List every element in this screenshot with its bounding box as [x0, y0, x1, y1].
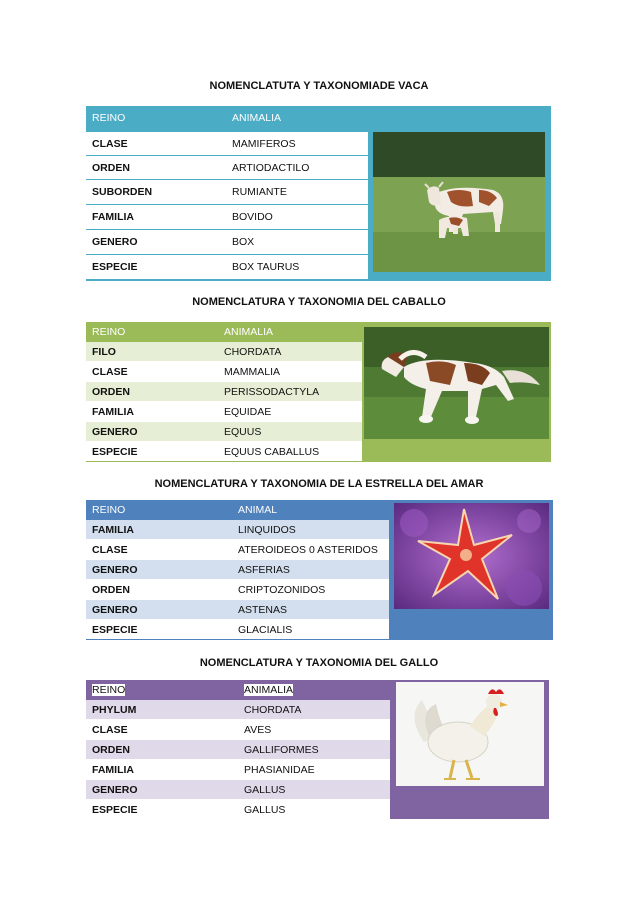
row-label: FAMILIA [92, 211, 134, 223]
table-row [86, 520, 389, 540]
table-row [86, 342, 362, 362]
cow-title: NOMENCLATUTA Y TAXONOMIADE VACA [209, 80, 429, 92]
table-row [86, 700, 390, 720]
row-label: CLASE [92, 723, 128, 736]
table-row [86, 422, 362, 442]
rooster-title: NOMENCLATURA Y TAXONOMIA DEL GALLO [199, 657, 439, 669]
row-label: GENERO [92, 425, 138, 438]
row-value: BOX [232, 236, 255, 248]
table-row [86, 382, 362, 402]
row-value: ASFERIAS [238, 563, 290, 576]
table-row [86, 156, 368, 180]
table-row [86, 255, 368, 279]
table-row [86, 780, 390, 800]
row-value: GALLUS [244, 783, 286, 796]
row-label: ORDEN [92, 583, 130, 596]
table-row [86, 620, 389, 639]
table-row [86, 740, 390, 760]
table-row [86, 720, 390, 740]
row-value: BOX TAURUS [232, 261, 300, 273]
cow-table [86, 106, 551, 281]
horse-header-label: REINO [92, 325, 126, 338]
table-row [86, 402, 362, 422]
table-row [86, 580, 389, 600]
horse-photo [364, 327, 549, 439]
rooster-header-row [86, 680, 390, 699]
row-value: AVES [244, 723, 272, 736]
table-row [86, 362, 362, 382]
horse-table [86, 322, 551, 462]
table-row [86, 540, 389, 560]
row-value: CRIPTOZONIDOS [238, 583, 326, 596]
row-label: SUBORDEN [92, 186, 153, 198]
starfish-photo [394, 503, 549, 609]
table-row [86, 800, 390, 819]
table-row [86, 760, 390, 780]
row-label: FAMILIA [92, 405, 134, 418]
starfish-table [86, 500, 553, 640]
row-value: LINQUIDOS [238, 523, 296, 536]
row-label: FILO [92, 345, 116, 358]
row-value: MAMIFEROS [232, 137, 296, 150]
cow-photo [373, 132, 545, 272]
horse-header-row [86, 322, 362, 341]
table-row [86, 442, 362, 461]
row-value: MAMMALIA [224, 365, 281, 378]
row-value: GALLUS [244, 803, 286, 816]
row-label: CLASE [92, 365, 128, 378]
table-row [86, 600, 389, 620]
row-label: GENERO [92, 783, 138, 796]
row-label: FAMILIA [92, 523, 134, 536]
row-value: EQUUS [224, 425, 262, 438]
row-value: CHORDATA [224, 345, 282, 358]
row-label: ESPECIE [92, 261, 138, 273]
row-label: CLASE [92, 543, 128, 556]
row-value: PERISSODACTYLA [224, 385, 320, 398]
row-label: ORDEN [92, 743, 130, 756]
horse-header-value: ANIMALIA [224, 325, 274, 338]
row-value: GLACIALIS [238, 623, 293, 636]
rooster-photo [396, 682, 544, 786]
row-label: PHYLUM [92, 703, 137, 716]
rooster-header-value: ANIMALIA [244, 683, 294, 696]
table-row [86, 132, 368, 156]
starfish-header-row [86, 500, 389, 519]
table-row [86, 205, 368, 230]
row-value: ASTENAS [238, 603, 288, 616]
row-label: GENERO [92, 603, 138, 616]
row-value: CHORDATA [244, 703, 302, 716]
row-value: BOVIDO [232, 211, 273, 223]
starfish-header-value: ANIMAL [238, 503, 278, 516]
starfish-title: NOMENCLATURA Y TAXONOMIA DE LA ESTRELLA DEL AMAR [154, 478, 484, 490]
row-label: GENERO [92, 236, 138, 248]
row-label: CLASE [92, 137, 128, 150]
row-value: EQUIDAE [224, 405, 272, 418]
row-value: ATEROIDEOS 0 ASTERIDOS [238, 543, 378, 556]
row-value: EQUUS CABALLUS [224, 445, 320, 458]
row-label: GENERO [92, 563, 138, 576]
row-value: RUMIANTE [232, 186, 287, 198]
row-value: PHASIANIDAE [244, 763, 315, 776]
row-label: ORDEN [92, 385, 130, 398]
cow-header-label: REINO [92, 112, 126, 124]
table-row [86, 180, 368, 205]
row-label: ESPECIE [92, 803, 138, 816]
cow-header-row [86, 106, 368, 130]
rooster-header-label: REINO [92, 683, 126, 696]
row-label: FAMILIA [92, 763, 134, 776]
table-row [86, 560, 389, 580]
rooster-table [86, 680, 549, 819]
cow-header-value: ANIMALIA [232, 112, 282, 124]
horse-title: NOMENCLATURA Y TAXONOMIA DEL CABALLO [192, 296, 446, 308]
row-label: ESPECIE [92, 623, 138, 636]
row-label: ORDEN [92, 161, 130, 174]
row-value: ARTIODACTILO [232, 161, 310, 174]
starfish-header-label: REINO [92, 503, 126, 516]
table-row [86, 230, 368, 255]
row-label: ESPECIE [92, 445, 138, 458]
row-value: GALLIFORMES [244, 743, 319, 756]
